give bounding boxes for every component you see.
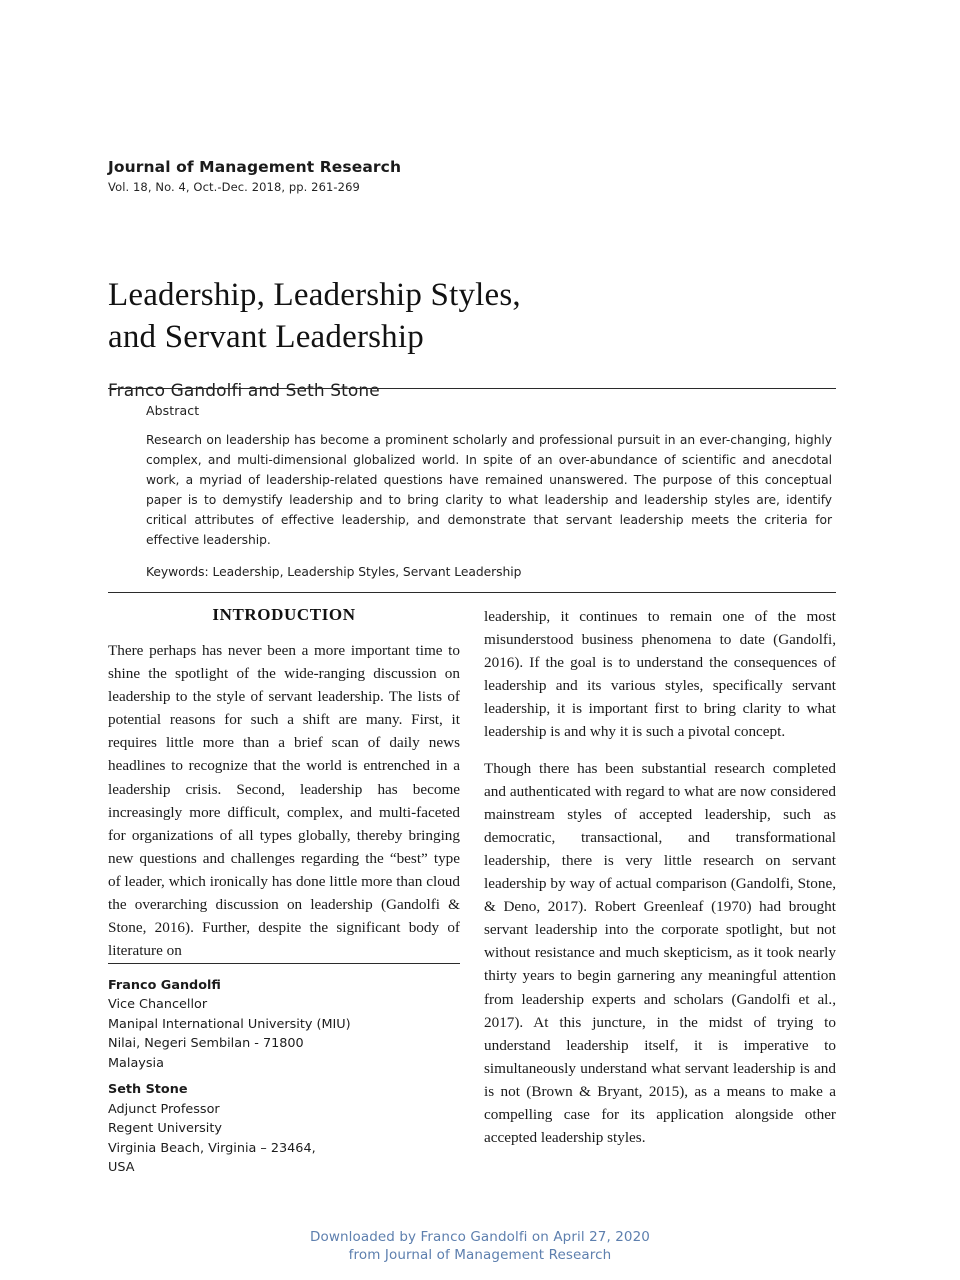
paragraph: There perhaps has never been a more important time to shine the spotlight of the wide-ranging discussion on leadership to the style of servant leadership. The lists of potential reasons for such a shift are many. First, it requires little more than a brief scan of daily news headlines to recognize that the world is entrenched in a leadership crisis. Second, leadership has become increasingly more difficult, complex, and multi-faceted for organizations of all types globally, thereby bringing new questions and challenges regarding the “best” type of leader, which ironically has done little more than cloud the overarching discussion on leadership (Gandolfi & Stone, 2016). Further, despite the significant body of literature on — [108, 642, 460, 960]
journal-header — [108, 158, 848, 194]
journal-issue-info: Vol. 18, No. 4, Oct.-Dec. 2018, pp. 261-269 — [108, 179, 360, 194]
body-columns — [108, 605, 836, 1175]
abstract-section — [108, 388, 836, 593]
affiliation-author-name: Franco Gandolfi — [108, 978, 221, 993]
paper-title-line-1: Leadership, Leadership Styles, — [108, 277, 521, 314]
affiliation-country: USA — [108, 1159, 135, 1175]
download-watermark — [0, 1228, 960, 1264]
right-column — [484, 605, 836, 1149]
affiliation-country: Malaysia — [108, 1055, 164, 1071]
section-heading-introduction: INTRODUCTION — [212, 605, 356, 624]
left-column — [108, 605, 460, 1175]
abstract-text: Research on leadership has become a prominent scholarly and professional pursuit in an ever-changing, highly complex, and multi-dimensional globalized world. In spite of an over-abundance of scientific and anecdotal work, a myriad of leadership-related questions have remained unanswered. The purpose of this conceptual paper is to demystify leadership and to bring clarity to what leadership and leadership styles are, identify critical attributes of effective leadership, and demonstrate that servant leadership meets the criteria for effective leadership. — [146, 433, 832, 547]
abstract-label: Abstract — [146, 403, 200, 418]
page-title — [108, 274, 868, 358]
journal-name: Journal of Management Research — [108, 158, 402, 176]
title-block — [108, 252, 868, 401]
author-byline: Franco Gandolfi and Seth Stone — [108, 380, 380, 401]
affiliation-institution: Regent University — [108, 1121, 222, 1137]
paper-title-line-2: and Servant Leadership — [108, 319, 424, 356]
watermark-line-2: from Journal of Management Research — [348, 1247, 612, 1264]
affiliation-entry — [108, 1080, 460, 1177]
affiliation-institution: Manipal International University (MIU) — [108, 1016, 351, 1032]
keywords-line: Keywords: Leadership, Leadership Styles, Servant Leadership — [146, 565, 522, 580]
affiliation-title: Vice Chancellor — [108, 997, 208, 1013]
affiliation-entry — [108, 976, 460, 1073]
affiliation-footnote — [108, 963, 460, 1177]
paragraph: leadership, it continues to remain one of the most misunderstood business phenomena to date (Gandolfi, 2016). If the goal is to understand the consequences of leadership and its various styles, specifically servant leadership, it is important first to bring clarity to what leadership is and why it is such a pivotal concept. — [484, 608, 836, 741]
paragraph: Though there has been substantial research completed and authenticated with regard to what are now considered mainstream styles of accepted leadership, such as democratic, transactional, and transformational leadership, there is very little research on servant leadership by way of actual comparison (Gandolfi, Stone, & Deno, 2017). Robert Greenleaf (1970) had brought servant leadership into the corporate spotlight, but not without resistance and much skepticism, as it took nearly thirty years to begin garnering any meaningful attention from leadership experts and scholars (Gandolfi et al., 2017). At this juncture, in the midst of trying to understand leadership itself, it is imperative to simultaneously understand what servant leadership is and is not (Brown & Bryant, 2015), as a means to make a compelling case for its application alongside other accepted leadership styles. — [484, 759, 836, 1147]
affiliation-city: Virginia Beach, Virginia – 23464, — [108, 1140, 316, 1156]
affiliation-author-name: Seth Stone — [108, 1082, 188, 1098]
affiliation-title: Adjunct Professor — [108, 1101, 220, 1117]
watermark-line-1: Downloaded by Franco Gandolfi on April 27, 2020 — [310, 1229, 650, 1245]
affiliation-city: Nilai, Negeri Sembilan - 71800 — [108, 1036, 304, 1052]
